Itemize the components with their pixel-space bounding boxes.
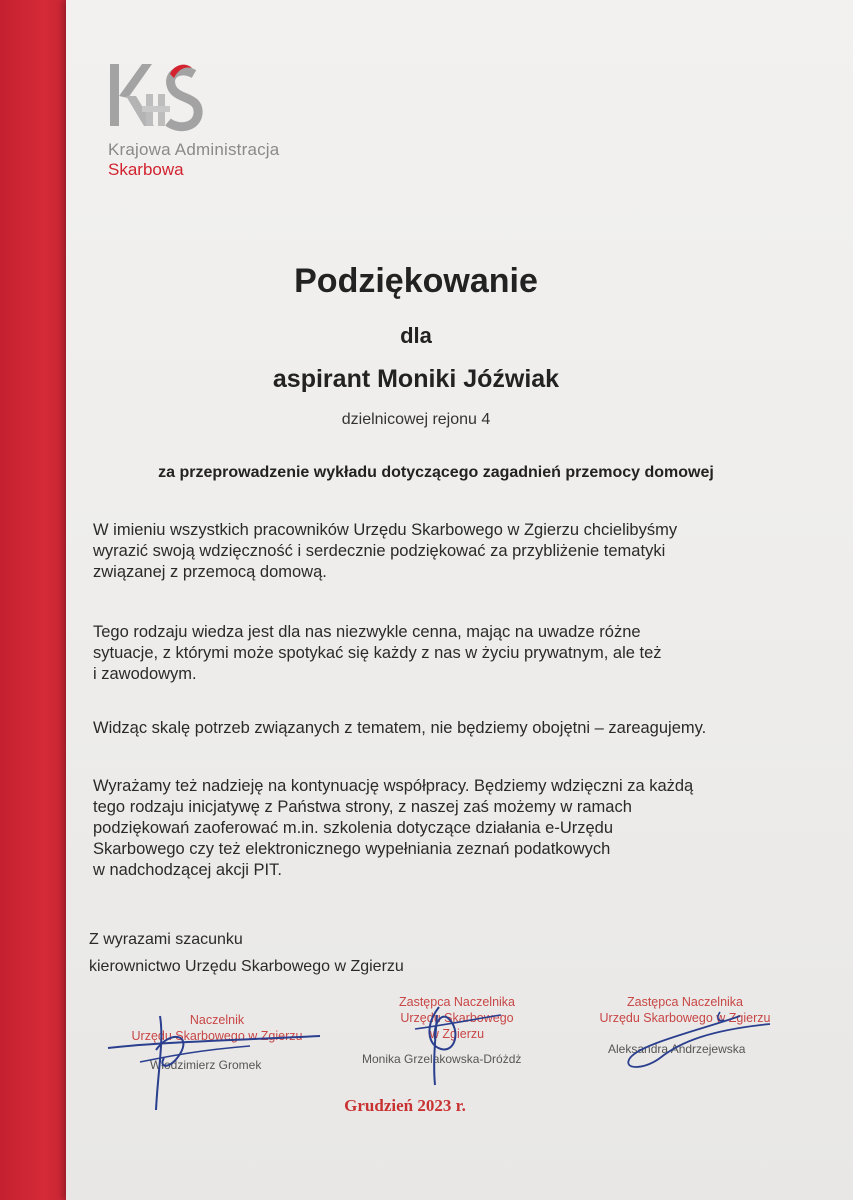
closing-block [89,926,404,980]
signatory-name-3: Aleksandra Andrzejewska [608,1042,746,1056]
signature-stamp-3: Zastępca Naczelnika Urzędu Skarbowego w Zgierzu [599,995,771,1025]
kas-logo [108,60,338,180]
recipient-name: aspirant Moniki Jóźwiak [272,365,560,393]
signatory-name-1: Włodzimierz Gromek [150,1058,262,1072]
handwritten-signature-2-icon [405,995,505,1090]
body-paragraph-2: Tego rodzaju wiedza jest dla nas niezwykle cenna, mając na uwadze różne sytuacje, z którymi może spotykać się każdy z nas w życiu prywatnym, ale też i zawodowym. [93,623,662,683]
closing-line-1: Z wyrazami szacunku [89,931,243,948]
closing-line-2: kierownictwo Urzędu Skarbowego w Zgierzu [89,958,404,975]
document-title: Podziękowanie [294,262,538,300]
recipient-role: dzielnicowej rejonu 4 [341,411,491,428]
handwritten-signature-1-icon [100,1010,330,1120]
handwritten-signature-3-icon [600,1000,780,1075]
body-paragraph-1: W imieniu wszystkich pracowników Urzędu Skarbowego w Zgierzu chcielibyśmy wyrazić swoją wdzięczność i serdecznie podziękować za przybliżenie tematyki związanej z przemocą domową. [93,521,678,581]
kas-logo-mark-icon [108,60,208,132]
signature-stamp-2: Zastępca Naczelnika Urzędu Skarbowego w Zgierzu [398,995,516,1041]
body-paragraph-4: Wyrażamy też nadzieję na kontynuację współpracy. Będziemy wdzięczni za każdą tego rodzaju inicjatywę z Państwa strony, z naszej zaś możemy w ramach podziękowań zaoferować m.in. szkolenia dotyczące działania e-Urzędu Skarbowego czy też elektronicznego wypełniania zeznań podatkowych w nadchodzącej akcji PIT. [93,777,694,879]
logo-text-line2: Skarbowa [108,160,184,179]
for-label: dla [400,323,432,348]
issue-date: Grudzień 2023 r. [344,1096,466,1115]
body-paragraph-3: Widząc skalę potrzeb związanych z tematem, nie będziemy obojętni – zareagujemy. [93,719,707,737]
signature-stamp-1: Naczelnik Urzędu Skarbowego w Zgierzu [131,1013,303,1043]
reason-line: za przeprowadzenie wykładu dotyczącego zagadnień przemocy domowej [158,464,714,481]
signatory-name-2: Monika Grzelakowska-Dróżdż [362,1052,522,1066]
logo-text-line1: Krajowa Administracja [108,140,280,159]
